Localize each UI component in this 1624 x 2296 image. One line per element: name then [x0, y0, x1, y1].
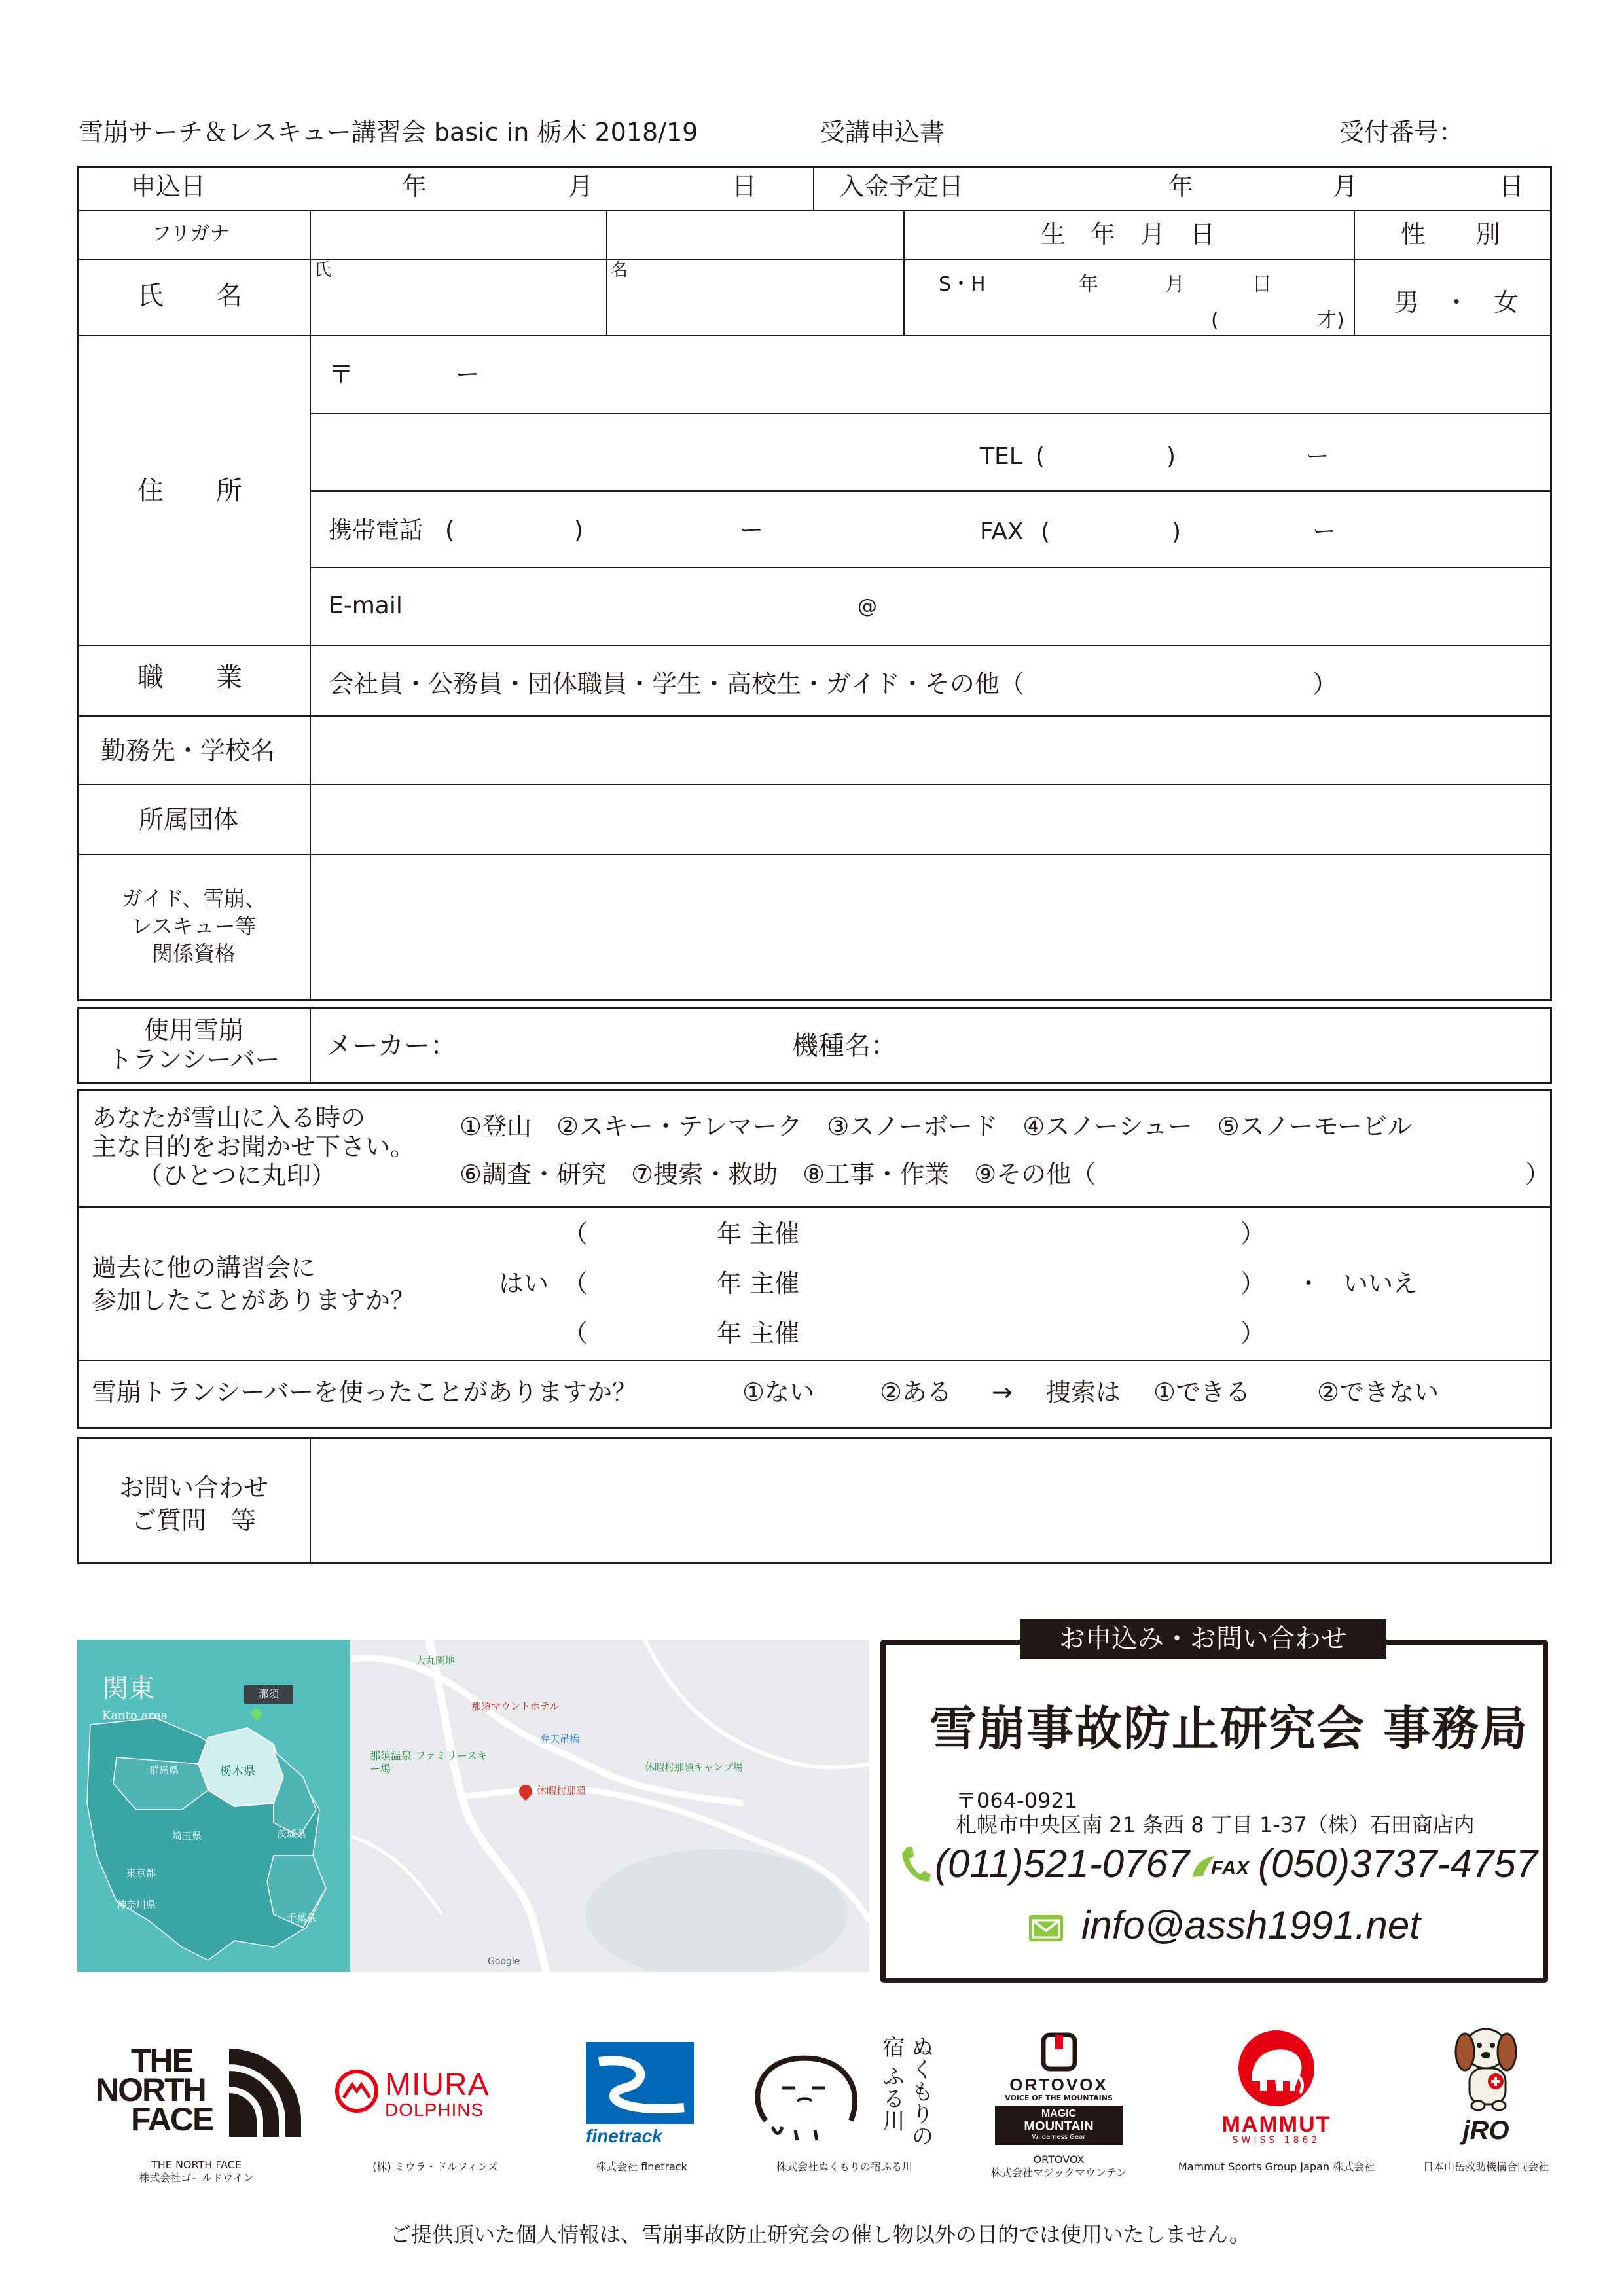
postal-address-field[interactable] — [367, 340, 1545, 409]
ortovox-caption-line2: 株式会社マジックマウンテン — [990, 2166, 1127, 2179]
email-icon — [1029, 1915, 1063, 1941]
contact-tab: お申込み・お問い合わせ — [1020, 1619, 1386, 1659]
affiliation-field[interactable] — [314, 787, 1545, 851]
map-region-en-label: Kanto area — [102, 1709, 168, 1723]
apply-date-label: 申込日 — [131, 172, 206, 201]
mammut-mammoth-icon — [1237, 2029, 1316, 2108]
phone-icon — [898, 1844, 932, 1885]
finetrack-caption: 株式会社 finetrack — [596, 2161, 687, 2173]
past-course-2-field[interactable] — [589, 1263, 1231, 1304]
past-row1-open: （ — [563, 1219, 588, 1248]
map-pref-saitama: 埼玉県 — [172, 1830, 202, 1842]
tnf-caption-line1: THE NORTH FACE — [151, 2159, 242, 2171]
birth-year-unit: 年 — [1079, 273, 1098, 296]
past-row1-close: ） — [1240, 1219, 1266, 1248]
jro-caption: 日本山岳救助機構合同会社 — [1422, 2161, 1549, 2173]
birthdate-label: 生 年 月 日 — [1041, 220, 1216, 249]
inquiry-field[interactable] — [314, 1440, 1545, 1561]
surname-field[interactable] — [312, 281, 605, 334]
map-place-5: 休暇村那須キャンプ場 — [645, 1761, 744, 1773]
age-close: 才) — [1317, 309, 1344, 332]
map-pref-tokyo: 東京都 — [126, 1867, 156, 1879]
tnf-logo — [92, 2042, 301, 2144]
payment-date-field[interactable] — [1015, 169, 1486, 207]
workplace-field[interactable] — [314, 718, 1545, 781]
miura-logo-line1: MIURA — [385, 2068, 490, 2102]
miura-caption: (株) ミウラ・ドルフィンズ — [372, 2161, 498, 2173]
tel-dash: ー — [1306, 443, 1330, 470]
qualification-label-line1: ガイド、雪崩、 — [121, 886, 266, 911]
apply-year-unit: 年 — [402, 172, 427, 201]
transceiver-label-line1: 使用雪崩 — [143, 1016, 244, 1045]
payment-month-unit: 月 — [1333, 172, 1358, 201]
magic-mountain-line2: MOUNTAIN — [1024, 2119, 1094, 2134]
payment-day-unit: 日 — [1499, 172, 1525, 201]
fax-dash: ー — [1312, 518, 1337, 545]
map-region-label: 関東 — [102, 1674, 154, 1704]
fax-field[interactable] — [1060, 504, 1545, 560]
address-line-field[interactable] — [314, 416, 969, 487]
occupation-options[interactable]: 会社員・公務員・団体職員・学生・高校生・ガイド・その他（ — [329, 670, 1024, 698]
fax-label: FAX — [980, 518, 1024, 545]
map-pref-ibaraki: 茨城県 — [277, 1828, 307, 1840]
map-pref-gunma: 群馬県 — [149, 1765, 179, 1776]
era-label: S・H — [939, 273, 986, 296]
tel-paren-open: ( — [1036, 443, 1045, 470]
past-row1-year-host: 年 主催 — [717, 1219, 800, 1248]
contact-fax[interactable]: (050)3737-4757 — [1258, 1842, 1538, 1886]
street-map-roads — [350, 1640, 869, 1972]
purpose-close: ） — [1525, 1160, 1551, 1189]
payment-date-label: 入金予定日 — [839, 172, 964, 201]
qualification-label-line3: 関係資格 — [151, 941, 236, 966]
map-attribution: Google — [488, 1956, 520, 1967]
search-label: 捜索は — [1046, 1378, 1121, 1407]
past-no-option[interactable]: いいえ — [1343, 1269, 1418, 1298]
ortovox-caption — [975, 2153, 1142, 2179]
apply-month-unit: 月 — [568, 172, 594, 201]
finetrack-mark — [586, 2042, 694, 2124]
inquiry-label — [79, 1471, 308, 1537]
tnf-dome-icon — [229, 2049, 301, 2137]
mobile-dash: ー — [740, 517, 764, 544]
contact-postal: 〒064-0921 — [956, 1788, 1078, 1813]
model-label: 機種名： — [792, 1031, 897, 1061]
mobile-label: 携帯電話 — [329, 517, 424, 544]
furigana-given-field[interactable] — [608, 212, 902, 257]
occupation-close: ） — [1312, 670, 1338, 698]
transceiver-question: 雪崩トランシーバーを使ったことがありますか？ — [92, 1378, 638, 1407]
given-name-field[interactable] — [608, 281, 902, 334]
map-place-1: 大丸園地 — [416, 1655, 456, 1666]
magic-mountain-line1: MAGIC — [1041, 2108, 1077, 2119]
map-marker-label: 那須 — [244, 1685, 293, 1704]
past-yes-option[interactable]: はい — [499, 1269, 549, 1298]
transceiver-label — [79, 1016, 308, 1075]
inquiry-label-line2: ご質問 等 — [131, 1506, 256, 1535]
inquiry-label-line1: お問い合わせ — [118, 1473, 268, 1502]
search-can-option[interactable]: ①できる — [1153, 1378, 1251, 1407]
tnf-logo-line1: THE — [131, 2042, 192, 2079]
tnf-caption — [92, 2159, 301, 2185]
mobile-paren-open: ( — [445, 517, 455, 544]
nasu-street-map — [350, 1640, 869, 1972]
mobile-field[interactable] — [458, 497, 916, 563]
miura-circle-icon — [334, 2068, 380, 2114]
furukawa-logo — [746, 2036, 943, 2147]
form-title: 雪崩サーチ＆レスキュー講習会 basic in 栃木 2018/19 — [79, 118, 698, 147]
furigana-surname-field[interactable] — [312, 212, 605, 257]
contact-address: 札幌市中央区南 21 条西 8 丁目 1-37（株）石田商店内 — [956, 1812, 1475, 1837]
birth-day-unit: 日 — [1252, 273, 1272, 296]
email-field[interactable] — [425, 576, 1538, 640]
apply-date-field[interactable] — [458, 169, 720, 207]
ortovox-logo — [985, 2032, 1132, 2150]
transceiver-label-line2: トランシーバー — [107, 1045, 280, 1074]
purpose-question-line2: 主な目的をお聞かせ下さい。 — [92, 1132, 416, 1161]
past-question-line2: 参加したことがありますか？ — [92, 1286, 416, 1315]
contact-org: 雪崩事故防止研究会 事務局 — [929, 1701, 1529, 1756]
model-field[interactable] — [903, 1021, 1545, 1073]
map-place-4: 那須温泉 ファミリースキー場 — [370, 1749, 488, 1775]
tel-paren-close: ) — [1166, 443, 1176, 470]
kanto-map — [77, 1640, 350, 1972]
tnf-logo-line2: NORTH — [96, 2072, 206, 2108]
tel-field[interactable] — [1060, 432, 1545, 481]
miura-logo — [334, 2062, 537, 2127]
age-open: ( — [1211, 309, 1219, 332]
ortovox-caption-line1: ORTOVOX — [1033, 2153, 1085, 2166]
apply-day-unit: 日 — [732, 172, 757, 201]
ortovox-subtext: VOICE OF THE MOUNTAINS — [1005, 2094, 1113, 2102]
search-cannot-option[interactable]: ②できない — [1317, 1378, 1439, 1407]
map-pref-tochigi: 栃木県 — [220, 1765, 255, 1778]
qualification-label-line2: レスキュー等 — [131, 914, 257, 939]
map-place-3: 弁天吊橋 — [540, 1733, 580, 1745]
workplace-label: 勤務先・学校名 — [101, 736, 276, 765]
privacy-notice: ご提供頂いた個人情報は、雪崩事故防止研究会の催し物以外の目的では使用いたしません。 — [390, 2222, 1250, 2247]
jro-text: jRO — [1462, 2116, 1509, 2145]
tnf-logo-line3: FACE — [131, 2101, 213, 2138]
ortovox-mark-icon — [1041, 2032, 1077, 2072]
furigana-label: フリガナ — [152, 223, 230, 245]
transceiver-no-option[interactable]: ①ない — [742, 1378, 815, 1407]
qualification-label — [79, 885, 308, 967]
finetrack-text: finetrack — [586, 2126, 662, 2146]
address-label: 住 所 — [137, 476, 242, 506]
postal-dash: ー — [455, 360, 480, 389]
past-course-1-field[interactable] — [589, 1214, 1231, 1255]
contact-phone[interactable]: (011)521-0767 — [935, 1842, 1190, 1886]
furukawa-face-icon — [746, 2049, 871, 2147]
affiliation-label: 所属団体 — [139, 805, 239, 834]
payment-year-unit: 年 — [1168, 172, 1194, 201]
past-course-3-field[interactable] — [589, 1312, 1231, 1353]
ortovox-text: ORTOVOX — [1009, 2075, 1108, 2094]
furukawa-caption: 株式会社ぬくもりの宿ふる川 — [776, 2161, 912, 2173]
birth-month-unit: 月 — [1165, 273, 1185, 296]
magic-mountain-mark — [995, 2106, 1123, 2145]
jro-logo — [1447, 2026, 1525, 2147]
purpose-question-line1: あなたが雪山に入る時の — [92, 1103, 366, 1132]
email-label: E-mail — [329, 592, 403, 619]
contact-fax-label: FAX — [1211, 1857, 1250, 1879]
map-pref-chiba: 千葉県 — [287, 1912, 317, 1924]
furukawa-logo-text: ぬくもりの宿 ふる川 — [878, 2036, 933, 2147]
name-label: 氏 名 — [137, 281, 242, 311]
email-at: @ — [857, 595, 877, 618]
purpose-options-row1[interactable]: ①登山 ②スキー・テレマーク ③スノーボード ④スノーシュー ⑤スノーモービル — [460, 1112, 1413, 1141]
tel-label: TEL — [980, 443, 1022, 470]
purpose-question — [92, 1103, 415, 1190]
mammut-logo — [1208, 2029, 1345, 2147]
arrow-icon: → — [992, 1378, 1013, 1407]
birthdate-field[interactable] — [905, 260, 1352, 334]
contact-email[interactable]: info@assh1991.net — [1081, 1903, 1420, 1947]
gender-label: 性 別 — [1401, 220, 1501, 249]
jro-dog-icon — [1447, 2026, 1525, 2114]
mammut-caption: Mammut Sports Group Japan 株式会社 — [1178, 2161, 1375, 2173]
document-type: 受講申込書 — [820, 118, 945, 147]
map-place-6: 休暇村那須 — [537, 1785, 586, 1797]
past-row2-open: （ — [563, 1269, 588, 1298]
magic-mountain-line3: Wilderness Gear — [1032, 2134, 1086, 2141]
occupation-label: 職 業 — [137, 662, 242, 692]
mobile-paren-close: ) — [574, 517, 584, 544]
fax-paren-open: ( — [1041, 518, 1051, 545]
past-row2-close: ） — [1240, 1269, 1266, 1298]
map-pref-kanagawa: 神奈川県 — [117, 1899, 156, 1910]
purpose-options-row2[interactable]: ⑥調査・研究 ⑦捜索・救助 ⑧工事・作業 ⑨その他（ — [460, 1160, 1096, 1189]
purpose-question-line3: （ひとつに丸印） — [137, 1161, 336, 1190]
past-row2-year-host: 年 主催 — [717, 1269, 800, 1298]
reception-number-label: 受付番号： — [1339, 118, 1464, 147]
past-question-line1: 過去に他の講習会に — [92, 1253, 316, 1282]
maker-field[interactable] — [458, 1021, 772, 1073]
past-row3-open: （ — [563, 1319, 588, 1348]
finetrack-logo — [586, 2042, 697, 2144]
mammut-text: MAMMUT — [1221, 2112, 1331, 2137]
surname-sub-label: 氏 — [314, 260, 332, 280]
maker-label: メーカー： — [326, 1031, 457, 1061]
gender-options[interactable]: 男 ・ 女 — [1394, 288, 1519, 317]
qualification-field[interactable] — [314, 857, 1545, 997]
tnf-caption-line2: 株式会社ゴールドウイン — [139, 2172, 254, 2184]
miura-logo-line2: DOLPHINS — [385, 2100, 484, 2120]
past-row3-close: ） — [1240, 1319, 1266, 1348]
past-row3-year-host: 年 主催 — [717, 1319, 800, 1348]
past-separator: ・ — [1296, 1269, 1322, 1298]
given-name-sub-label: 名 — [611, 260, 628, 280]
mammut-subtext: SWISS 1862 — [1232, 2135, 1321, 2145]
fax-paren-close: ) — [1172, 518, 1182, 545]
map-place-2: 那須マウントホテル — [471, 1700, 560, 1712]
postal-mark: 〒 — [329, 360, 354, 389]
past-question — [92, 1251, 415, 1317]
transceiver-yes-option[interactable]: ②ある — [880, 1378, 952, 1407]
